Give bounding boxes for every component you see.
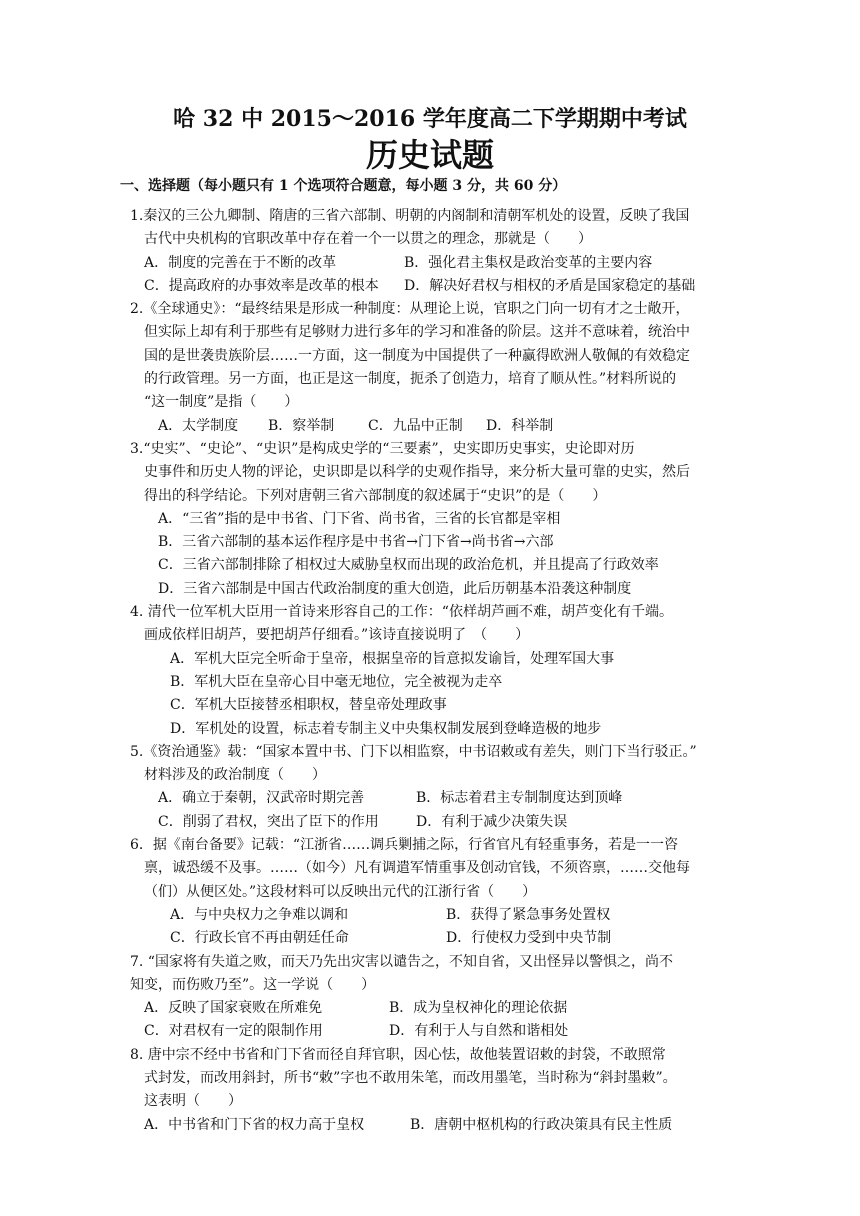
question-stem-line: 6．据《南台备要》记载：“江浙省……调兵剿捕之际，行省官凡有轻重事务，若是一一咨 <box>130 837 679 854</box>
exam-title: 哈 32 中 2015～2016 学年度高二下学期期中考试 <box>173 106 687 132</box>
option-c: C．军机大臣接替丞相职权，替皇帝处理政事 <box>170 697 447 714</box>
question-stem-line: 3.“史实”、“史论”、“史识”是构成史学的“三要素”，史实即历史事实，史论即对历 <box>130 440 635 457</box>
question-stem-line: 国的是世袭贵族阶层……一方面，这一制度为中国提供了一种赢得欧洲人敬佩的有效稳定 <box>144 347 690 364</box>
question-stem-line: 2.《全球通史》：“最终结果是形成一种制度：从理论上说，官职之门向一切有才之士敞开， <box>130 301 690 318</box>
option-c: C．行政长官不再由朝廷任命 <box>170 930 349 947</box>
option-d: D．行使权力受到中央节制 <box>446 930 612 947</box>
option-a: A．制度的完善在于不断的改革 <box>144 254 337 271</box>
question-stem-line: 画成依样旧胡芦，要把胡芦仔细看。”该诗直接说明了 （ ） <box>144 627 530 644</box>
option-b: B．获得了紧急事务处置权 <box>446 906 611 923</box>
question-3 <box>130 438 750 601</box>
option-d: D．有利于减少决策失误 <box>416 813 568 830</box>
question-2 <box>130 298 750 438</box>
option-a: A．反映了国家衰败在所难免 <box>144 1000 323 1017</box>
option-d: D．科举制 <box>486 417 554 434</box>
option-b: B．三省六部制的基本运作程序是中书省→门下省→尚书省→六部 <box>158 534 554 551</box>
question-stem-line: 1.秦汉的三公九卿制、隋唐的三省六部制、明朝的内阁制和清朝军机处的设置，反映了我国 <box>130 208 690 224</box>
option-row <box>130 997 750 1020</box>
option-c: C．九品中正制 <box>368 417 463 434</box>
question-list <box>130 205 750 1137</box>
option-row <box>130 252 750 275</box>
option-b: B．唐朝中枢机构的行政决策具有民主性质 <box>410 1116 673 1133</box>
option-b: B．标志着君主专制制度达到顶峰 <box>416 790 623 807</box>
question-stem-line: 得出的科学结论。下列对唐朝三省六部制度的叙述属于“史识”的是（ ） <box>144 487 607 504</box>
option-b: B．强化君主集权是政治变革的主要内容 <box>404 254 653 271</box>
option-c: C．三省六部制排除了相权过大威胁皇权而出现的政治危机，并且提高了行政效率 <box>158 557 659 574</box>
option-b: B．察举制 <box>268 417 335 434</box>
option-row <box>130 1020 750 1043</box>
option-a: A．“三省”指的是中书省、门下省、尚书省，三省的长官都是宰相 <box>158 510 561 527</box>
section-heading: 一、选择题（每小题只有 1 个选项符合题意，每小题 3 分，共 60 分） <box>120 178 567 194</box>
option-b: B．成为皇权神化的理论依据 <box>389 1000 568 1017</box>
option-row <box>130 1114 750 1137</box>
question-stem-line: 这表明（ ） <box>144 1093 242 1110</box>
question-stem-line: 材料涉及的政治制度（ ） <box>144 767 326 784</box>
option-row <box>130 275 750 298</box>
question-stem-line: 的行政管理。另一方面，也正是这一制度，扼杀了创造力，培育了顺从性。”材料所说的 <box>144 371 677 388</box>
question-stem-line: 古代中央机构的官职改革中存在着一个一以贯之的理念，那就是（ ） <box>144 231 592 248</box>
option-c: C．提高政府的办事效率是改革的根本 <box>144 277 379 294</box>
option-a: A．确立于秦朝，汉武帝时期完善 <box>158 790 365 807</box>
question-stem-line: 8. 唐中宗不经中书省和门下省而径自拜官职，因心怯，故他装置诏敕的封袋，不敢照常 <box>130 1046 666 1063</box>
option-row <box>130 811 750 834</box>
option-row <box>130 415 750 438</box>
option-c: C．削弱了君权，突出了臣下的作用 <box>158 813 379 830</box>
question-1 <box>130 205 750 298</box>
question-stem-line: 史事件和历史人物的评论，史识即是以科学的史观作指导，来分析大量可靠的史实，然后 <box>144 464 690 481</box>
option-a: A．太学制度 <box>158 417 239 434</box>
option-d: D．解决好君权与相权的矛盾是国家稳定的基础 <box>404 277 696 294</box>
option-row <box>130 787 750 810</box>
option-a: A．中书省和门下省的权力高于皇权 <box>144 1116 365 1133</box>
exam-subject-title: 历史试题 <box>365 136 494 174</box>
option-b: B．军机大臣在皇帝心目中毫无地位，完全被视为走卒 <box>170 673 503 690</box>
question-stem-line: 禀，诚恐缓不及事。……（如今）凡有调遣军情重事及创动官钱，不须咨禀，……交他每 <box>144 860 690 877</box>
question-stem-line: 4. 清代一位军机大臣用一首诗来形容自己的工作：“依样胡芦画不难，胡芦变化有千端。 <box>130 604 673 621</box>
question-stem-line: 知变，而伤败乃至”。这一学说（ ） <box>130 976 376 993</box>
question-stem-line: （们）从便区处。”这段材料可以反映出元代的江浙行省（ ） <box>144 883 537 900</box>
question-stem-line: 5.《资治通鉴》载：“国家本置中书、门下以相监察，中书诏敕或有差失，则门下当行驳正。” <box>130 743 697 760</box>
option-d: D．有利于人与自然和谐相处 <box>389 1023 569 1040</box>
question-6 <box>130 834 750 950</box>
question-5 <box>130 741 750 834</box>
question-stem-line: 但实际上却有利于那些有足够财力进行多年的学习和准备的阶层。这并不意味着，统治中 <box>144 324 690 341</box>
option-d: D．军机处的设置，标志着专制主义中央集权制发展到登峰造极的地步 <box>170 720 602 737</box>
question-stem-line: 式封发，而改用斜封，所书“敕”字也不敢用朱笔，而改用墨笔，当时称为“斜封墨敕”。 <box>144 1069 677 1086</box>
option-a: A．军机大臣完全听命于皇帝，根据皇帝的旨意拟发谕旨，处理军国大事 <box>170 650 615 667</box>
option-c: C．对君权有一定的限制作用 <box>144 1023 323 1040</box>
question-7 <box>130 951 750 1044</box>
option-d: D．三省六部制是中国古代政治制度的重大创造，此后历朝基本沿袭这种制度 <box>158 580 632 597</box>
question-8 <box>130 1044 750 1137</box>
option-row <box>130 927 750 950</box>
question-4 <box>130 601 750 741</box>
question-stem-line: 7. “国家将有失道之败，而天乃先出灾害以谴告之，不知自省，又出怪异以警惧之，尚不 <box>130 953 673 970</box>
option-row <box>130 904 750 927</box>
option-a: A．与中央权力之争难以调和 <box>170 906 349 923</box>
question-stem-line: “这一制度”是指（ ） <box>144 394 299 411</box>
